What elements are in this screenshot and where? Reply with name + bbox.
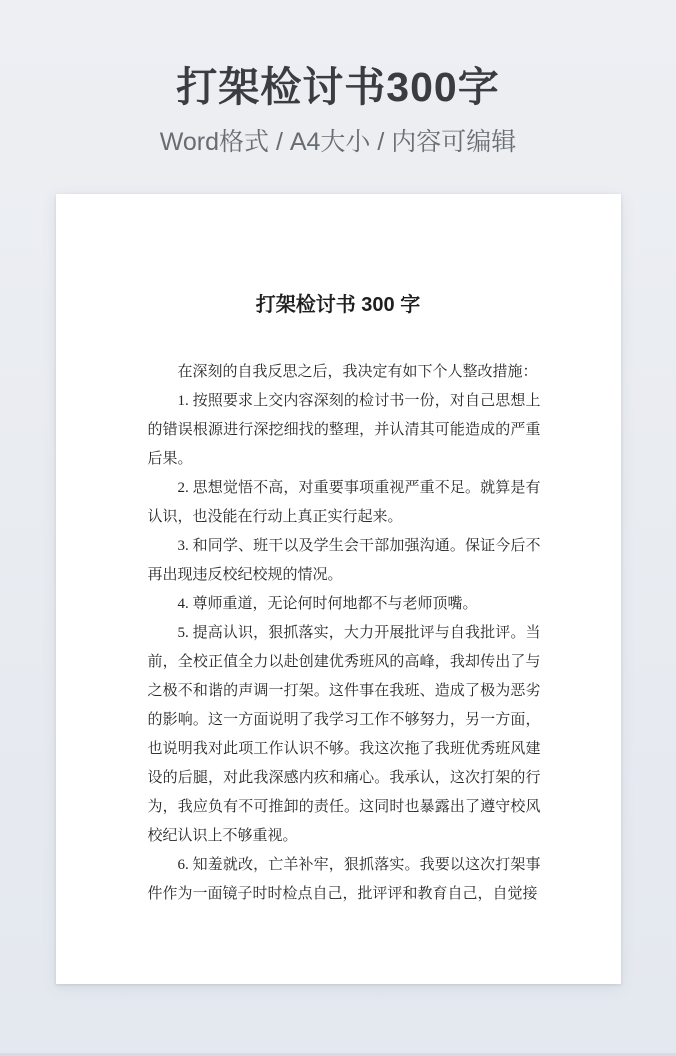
page-title: 打架检讨书300字 bbox=[176, 64, 500, 110]
document-paragraph: 在深刻的自我反思之后，我决定有如下个人整改措施： bbox=[177, 364, 538, 381]
document-paragraph: 3. 和同学、班干以及学生会干部加强沟通。保证今后不再出现违反校纪校规的情况。 bbox=[147, 538, 541, 584]
document-preview-page bbox=[56, 194, 621, 984]
document-paragraph: 1. 按照要求上交内容深刻的检讨书一份，对自己思想上的错误根源进行深挖细找的整理，并认清其可能造成的严重后果。 bbox=[147, 393, 541, 468]
document-paragraph: 6. 知羞就改，亡羊补牢，狠抓落实。我要以这次打架事件作为一面镜子时时检点自己，批评评和教育自己，自觉接 bbox=[147, 857, 541, 903]
document-body bbox=[148, 358, 541, 909]
document-paragraph: 5. 提高认识，狠抓落实，大力开展批评与自我批评。当前，全校正值全力以赴创建优秀班风的高峰，我却传出了与之极不和谐的声调一打架。这件事在我班、造成了极为恶劣的影响。这一方面说明了我学习工作不够努力，另一方面，也说明我对此项工作认识不够。我这次拖了我班优秀班风建设的后腿，对此我深感内疚和痛心。我承认，这次打架的行为，我应负有不可推卸的责任。这同时也暴露出了遵守校风校纪认识上不够重视。 bbox=[147, 625, 541, 845]
document-title: 打架检讨书 300 字 bbox=[255, 294, 421, 317]
header bbox=[0, 0, 676, 158]
page-subtitle: Word格式 / A4大小 / 内容可编辑 bbox=[159, 128, 517, 157]
document-paragraph: 2. 思想觉悟不高，对重要事项重视严重不足。就算是有认识，也没能在行动上真正实行起来。 bbox=[147, 480, 541, 526]
document-paragraph: 4. 尊师重道，无论何时何地都不与老师顶嘴。 bbox=[177, 596, 478, 613]
